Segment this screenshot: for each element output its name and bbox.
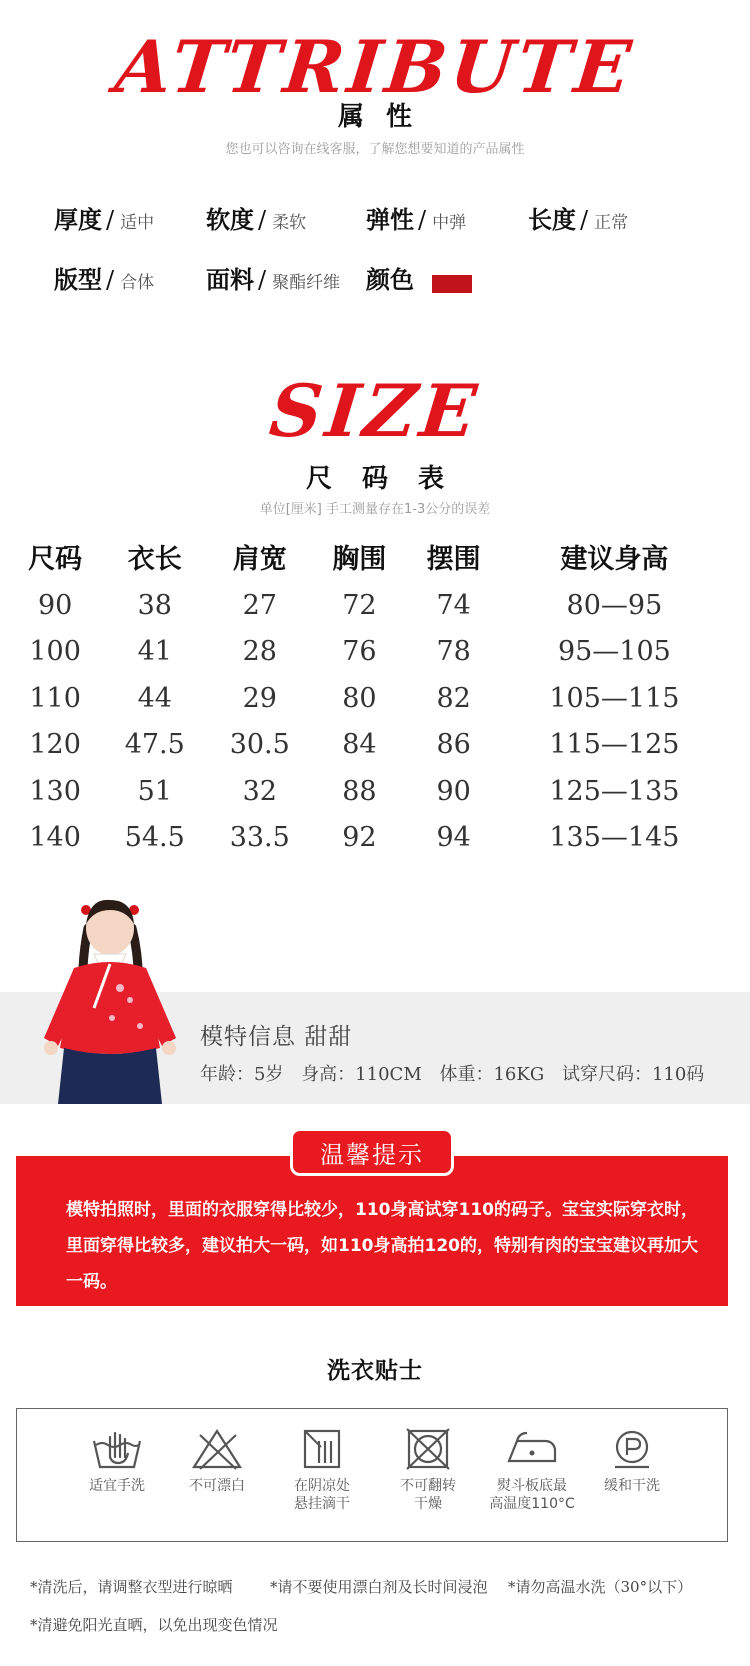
attribute-value: 中弹 <box>432 213 467 233</box>
wash-label: 不可翻转 <box>400 1478 456 1494</box>
table-cell: 28 <box>242 636 277 668</box>
table-cell: 94 <box>436 822 471 854</box>
size-table <box>8 530 728 861</box>
wash-label: 在阴凉处 <box>294 1478 350 1494</box>
attribute-value: 正常 <box>594 213 629 233</box>
attribute-label: 弹性 <box>366 205 414 234</box>
table-row <box>8 675 728 722</box>
care-note: *清洗后，请调整衣型进行晾晒 <box>30 1578 233 1596</box>
table-cell: 92 <box>342 822 377 854</box>
table-cell: 105—115 <box>549 682 680 714</box>
table-cell: 84 <box>342 729 377 761</box>
attribute-value: 柔软 <box>272 213 307 233</box>
table-cell: 125—135 <box>549 775 680 807</box>
table-row <box>8 582 728 629</box>
attribute-heading: ATTRIBUTE <box>111 24 639 109</box>
table-cell: 88 <box>342 775 377 807</box>
column-header: 肩宽 <box>232 543 287 575</box>
table-cell: 74 <box>436 589 471 621</box>
table-cell: 80—95 <box>566 589 663 621</box>
wash-label: 悬挂滴干 <box>294 1496 350 1512</box>
column-header: 胸围 <box>332 543 387 575</box>
table-cell: 100 <box>29 636 81 668</box>
table-row <box>8 629 728 676</box>
table-header-row <box>8 530 728 582</box>
care-note: *清避免阳光直晒，以免出现变色情况 <box>30 1616 278 1634</box>
model-age: 年龄：5岁 <box>200 1064 284 1085</box>
care-note: *请勿高温水洗（30°以下） <box>508 1578 693 1596</box>
table-cell: 140 <box>29 822 81 854</box>
table-row <box>8 768 728 815</box>
table-cell: 130 <box>29 775 81 807</box>
table-cell: 90 <box>436 775 471 807</box>
wash-label: 干燥 <box>414 1496 442 1512</box>
attribute-thickness: 厚度 / 适中 <box>54 205 155 234</box>
table-cell: 38 <box>137 589 172 621</box>
column-header: 衣长 <box>127 543 182 575</box>
no-tumble-dry-icon <box>401 1427 455 1471</box>
table-cell: 33.5 <box>229 822 290 854</box>
wash-item-iron <box>477 1427 587 1513</box>
table-cell: 95—105 <box>557 636 671 668</box>
attribute-value: 适中 <box>120 213 155 233</box>
line-dry-shade-icon <box>295 1427 349 1471</box>
wash-label: 不可漂白 <box>189 1478 245 1494</box>
table-cell: 27 <box>242 589 277 621</box>
attribute-elasticity: 弹性 / 中弹 <box>366 205 467 234</box>
table-cell: 110 <box>29 682 81 714</box>
wash-item-hand-wash <box>62 1427 172 1495</box>
iron-icon <box>505 1427 559 1471</box>
size-note: 单位[厘米] 手工测量存在1-3公分的误差 <box>259 502 491 517</box>
model-info-title: 模特信息 甜甜 <box>200 1024 353 1050</box>
model-photo <box>30 888 190 1104</box>
attribute-label: 厚度 <box>54 205 102 234</box>
table-cell: 51 <box>137 775 172 807</box>
table-cell: 82 <box>436 682 471 714</box>
wash-label: 适宜手洗 <box>89 1478 145 1494</box>
table-cell: 86 <box>436 729 471 761</box>
care-note: *请不要使用漂白剂及长时间浸泡 <box>270 1578 488 1596</box>
no-bleach-icon <box>190 1427 244 1471</box>
table-cell: 80 <box>342 682 377 714</box>
size-subtitle: 尺码表 <box>305 464 474 494</box>
attribute-note: 您也可以咨询在线客服，了解您想要知道的产品属性 <box>225 142 525 157</box>
attribute-label: 版型 <box>54 265 102 294</box>
gentle-dry-clean-icon <box>605 1427 659 1471</box>
washing-tips-title: 洗衣贴士 <box>327 1358 423 1384</box>
attribute-softness: 软度 / 柔软 <box>206 205 307 234</box>
color-swatch <box>432 275 472 293</box>
table-cell: 76 <box>342 636 377 668</box>
hand-wash-icon <box>90 1427 144 1471</box>
size-heading: SIZE <box>265 368 485 453</box>
model-height: 身高：110CM <box>301 1064 422 1085</box>
table-cell: 30.5 <box>229 729 290 761</box>
wash-item-dry-clean <box>577 1427 687 1495</box>
table-cell: 54.5 <box>124 822 185 854</box>
attribute-fit: 版型 / 合体 <box>54 265 155 294</box>
attribute-value: 合体 <box>120 273 155 293</box>
table-cell: 135—145 <box>549 822 680 854</box>
column-header: 尺码 <box>28 543 83 575</box>
column-header: 建议身高 <box>560 543 669 575</box>
attribute-value: 聚酯纤维 <box>272 273 341 293</box>
column-header: 摆围 <box>426 543 481 575</box>
table-cell: 115—125 <box>549 729 680 761</box>
table-cell: 29 <box>242 682 277 714</box>
attribute-label: 软度 <box>206 205 254 234</box>
table-cell: 41 <box>137 636 172 668</box>
model-weight: 体重：16KG <box>439 1064 545 1085</box>
attribute-label: 面料 <box>206 265 254 294</box>
wash-item-no-tumble-dry <box>373 1427 483 1513</box>
table-cell: 32 <box>242 775 277 807</box>
attribute-subtitle: 属性 <box>337 102 434 132</box>
table-cell: 72 <box>342 589 377 621</box>
table-cell: 120 <box>29 729 81 761</box>
wash-label: 高温度110°C <box>489 1496 575 1512</box>
wash-item-no-bleach <box>162 1427 272 1495</box>
warm-tip-text: 模特拍照时，里面的衣服穿得比较少，110身高试穿110的码子。宝宝实际穿衣时，里面穿得比较多，建议拍大一码，如110身高拍120的，特别有肉的宝宝建议再加大一码。 <box>66 1200 698 1292</box>
attribute-fabric: 面料 / 聚酯纤维 <box>206 265 341 294</box>
warm-tip-title: 温馨提示 <box>320 1140 424 1169</box>
attribute-length: 长度 / 正常 <box>528 205 629 234</box>
table-row <box>8 722 728 769</box>
wash-item-line-dry <box>267 1427 377 1513</box>
table-cell: 90 <box>37 589 73 621</box>
warm-tip-tab <box>290 1128 454 1176</box>
wash-label: 熨斗板底最 <box>497 1478 567 1494</box>
model-tried-size: 试穿尺码：110码 <box>561 1064 705 1085</box>
attribute-label: 长度 <box>528 205 576 234</box>
model-stats <box>200 1060 716 1086</box>
attribute-color <box>366 260 472 295</box>
table-row <box>8 815 728 862</box>
attribute-label: 颜色 <box>366 265 414 294</box>
wash-label: 缓和干洗 <box>604 1478 660 1494</box>
table-cell: 47.5 <box>124 729 185 761</box>
table-cell: 78 <box>436 636 471 668</box>
table-cell: 44 <box>137 682 172 714</box>
washing-icons-box <box>16 1408 728 1542</box>
